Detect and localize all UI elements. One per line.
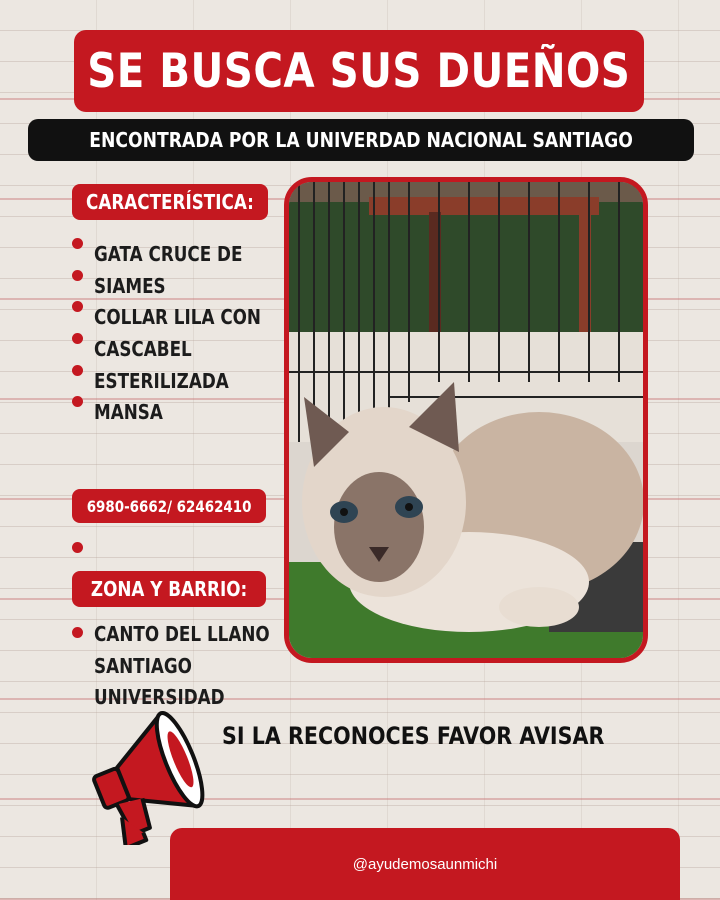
bullet-dot (72, 396, 83, 407)
page-subtitle: ENCONTRADA POR LA UNIVERDAD NACIONAL SANTIAGO (89, 128, 633, 152)
characteristics-list (72, 236, 282, 426)
call-to-action: SI LA RECONOCES FAVOR AVISAR (222, 722, 605, 750)
list-item: ESTERILIZADA (72, 363, 282, 395)
characteristics-label-box (72, 184, 268, 220)
bullet-dot (72, 238, 83, 249)
zone-label-box (72, 571, 266, 607)
list-item: SANTIAGO (94, 653, 192, 678)
list-item: COLLAR LILA CON (72, 299, 282, 331)
page-title: SE BUSCA SUS DUEÑOS (87, 43, 631, 99)
phone-box (72, 489, 266, 523)
megaphone-icon (76, 695, 216, 845)
title-banner (74, 30, 644, 112)
list-item: GATA CRUCE DE (72, 236, 282, 268)
cat-photo (284, 177, 648, 663)
list-item: MANSA (72, 394, 282, 426)
zone-label: ZONA Y BARRIO: (90, 577, 248, 601)
bullet-dot (72, 542, 83, 553)
bullet-dot (72, 365, 83, 376)
list-item: CASCABEL (72, 331, 282, 363)
list-item: CANTO DEL LLANO (72, 616, 282, 648)
bullet-dot (72, 301, 83, 312)
bullet-dot (72, 270, 83, 281)
list-item: SIAMES (72, 268, 282, 300)
phone-number: 6980-6662/ 62462410 (86, 496, 252, 516)
bullet-dot (72, 333, 83, 344)
social-handle-link[interactable]: @ayudemosaunmichi (352, 855, 498, 873)
cat-photo-illustration (289, 182, 643, 658)
characteristics-label: CARACTERÍSTICA: (86, 190, 254, 214)
bullet-dot (72, 627, 83, 638)
subtitle-banner (28, 119, 694, 161)
footer-bar (170, 828, 680, 900)
list-item: UNIVERSIDAD (94, 685, 225, 710)
